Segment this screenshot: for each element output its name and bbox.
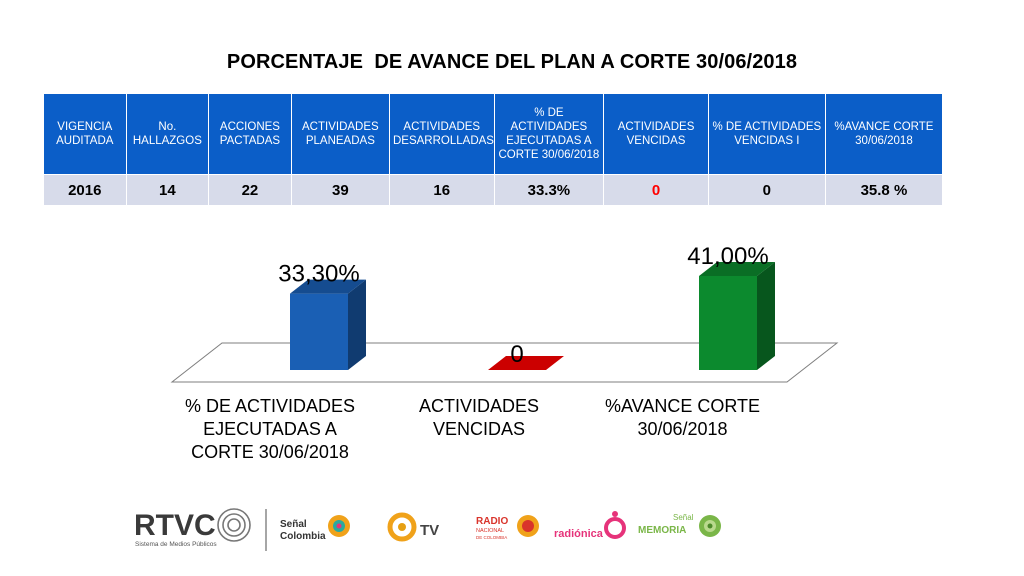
radio-nacional-swirl-icon (517, 515, 539, 537)
table-cell: 0 (604, 175, 709, 206)
radionica-logo: radiónica (554, 528, 603, 540)
senal-colombia-swirl-icon (328, 515, 350, 537)
table-header: VIGENCIA AUDITADA (44, 94, 127, 175)
rtvc-subtitle: Sistema de Medios Públicos (135, 541, 217, 548)
bar (699, 276, 757, 370)
table-cell: 33.3% (494, 175, 604, 206)
table-header: % DE ACTIVIDADES EJECUTADAS A CORTE 30/06/2018 (494, 94, 604, 175)
radio-nacional-logo-2: NACIONAL (476, 528, 505, 534)
x-tick-label: % DE ACTIVIDADES EJECUTADAS A CORTE 30/06/2018 (184, 396, 356, 462)
data-label: 0 (510, 341, 524, 368)
table-cell: 39 (291, 175, 389, 206)
x-tick-label: ACTIVIDADES VENCIDAS (418, 396, 540, 439)
tv-logo-icon (390, 515, 414, 539)
data-label: 33,30% (278, 260, 360, 288)
page-title: PORCENTAJE DE AVANCE DEL PLAN A CORTE 30/06/2018 (226, 51, 798, 73)
bar (290, 294, 348, 370)
senal-memoria-swirl-icon (699, 515, 721, 537)
rtvc-logo: RTVC (134, 509, 216, 542)
x-tick-label: %AVANCE CORTE 30/06/2018 (604, 396, 761, 439)
tv-logo: TV (420, 522, 440, 539)
table-header: ACTIVIDADES VENCIDAS (604, 94, 709, 175)
table-cell: 16 (389, 175, 494, 206)
rtvc-swirl-icon (218, 509, 250, 541)
table-cell: 35.8 % (825, 175, 942, 206)
bar-side (757, 262, 775, 370)
senal-memoria-logo: Señal (673, 513, 694, 522)
summary-table (43, 93, 943, 206)
table-header: % DE ACTIVIDADES VENCIDAS I (708, 94, 825, 175)
table-cell: 14 (126, 175, 209, 206)
radio-nacional-logo-3: DE COLOMBIA (476, 535, 508, 540)
table-header: No. HALLAZGOS (126, 94, 209, 175)
table-row (44, 175, 943, 206)
table-cell: 22 (209, 175, 292, 206)
table-header: ACTIVIDADES PLANEADAS (291, 94, 389, 175)
senal-colombia-logo-2: Colombia (280, 531, 326, 542)
bar-side (348, 280, 366, 370)
senal-colombia-logo: Señal (280, 519, 307, 530)
table-cell: 0 (708, 175, 825, 206)
senal-memoria-logo-2: MEMORIA (638, 525, 687, 536)
table-cell: 2016 (44, 175, 127, 206)
table-header-row (44, 94, 943, 175)
data-label: 41,00% (687, 243, 769, 270)
radio-nacional-logo: RADIO (476, 516, 509, 527)
table-header: ACCIONES PACTADAS (209, 94, 292, 175)
table-header: %AVANCE CORTE 30/06/2018 (825, 94, 942, 175)
radionica-icon (606, 511, 624, 537)
table-header: ACTIVIDADES DESARROLLADAS (389, 94, 494, 175)
footer-logos (0, 495, 1024, 565)
bar-chart (0, 230, 1024, 390)
